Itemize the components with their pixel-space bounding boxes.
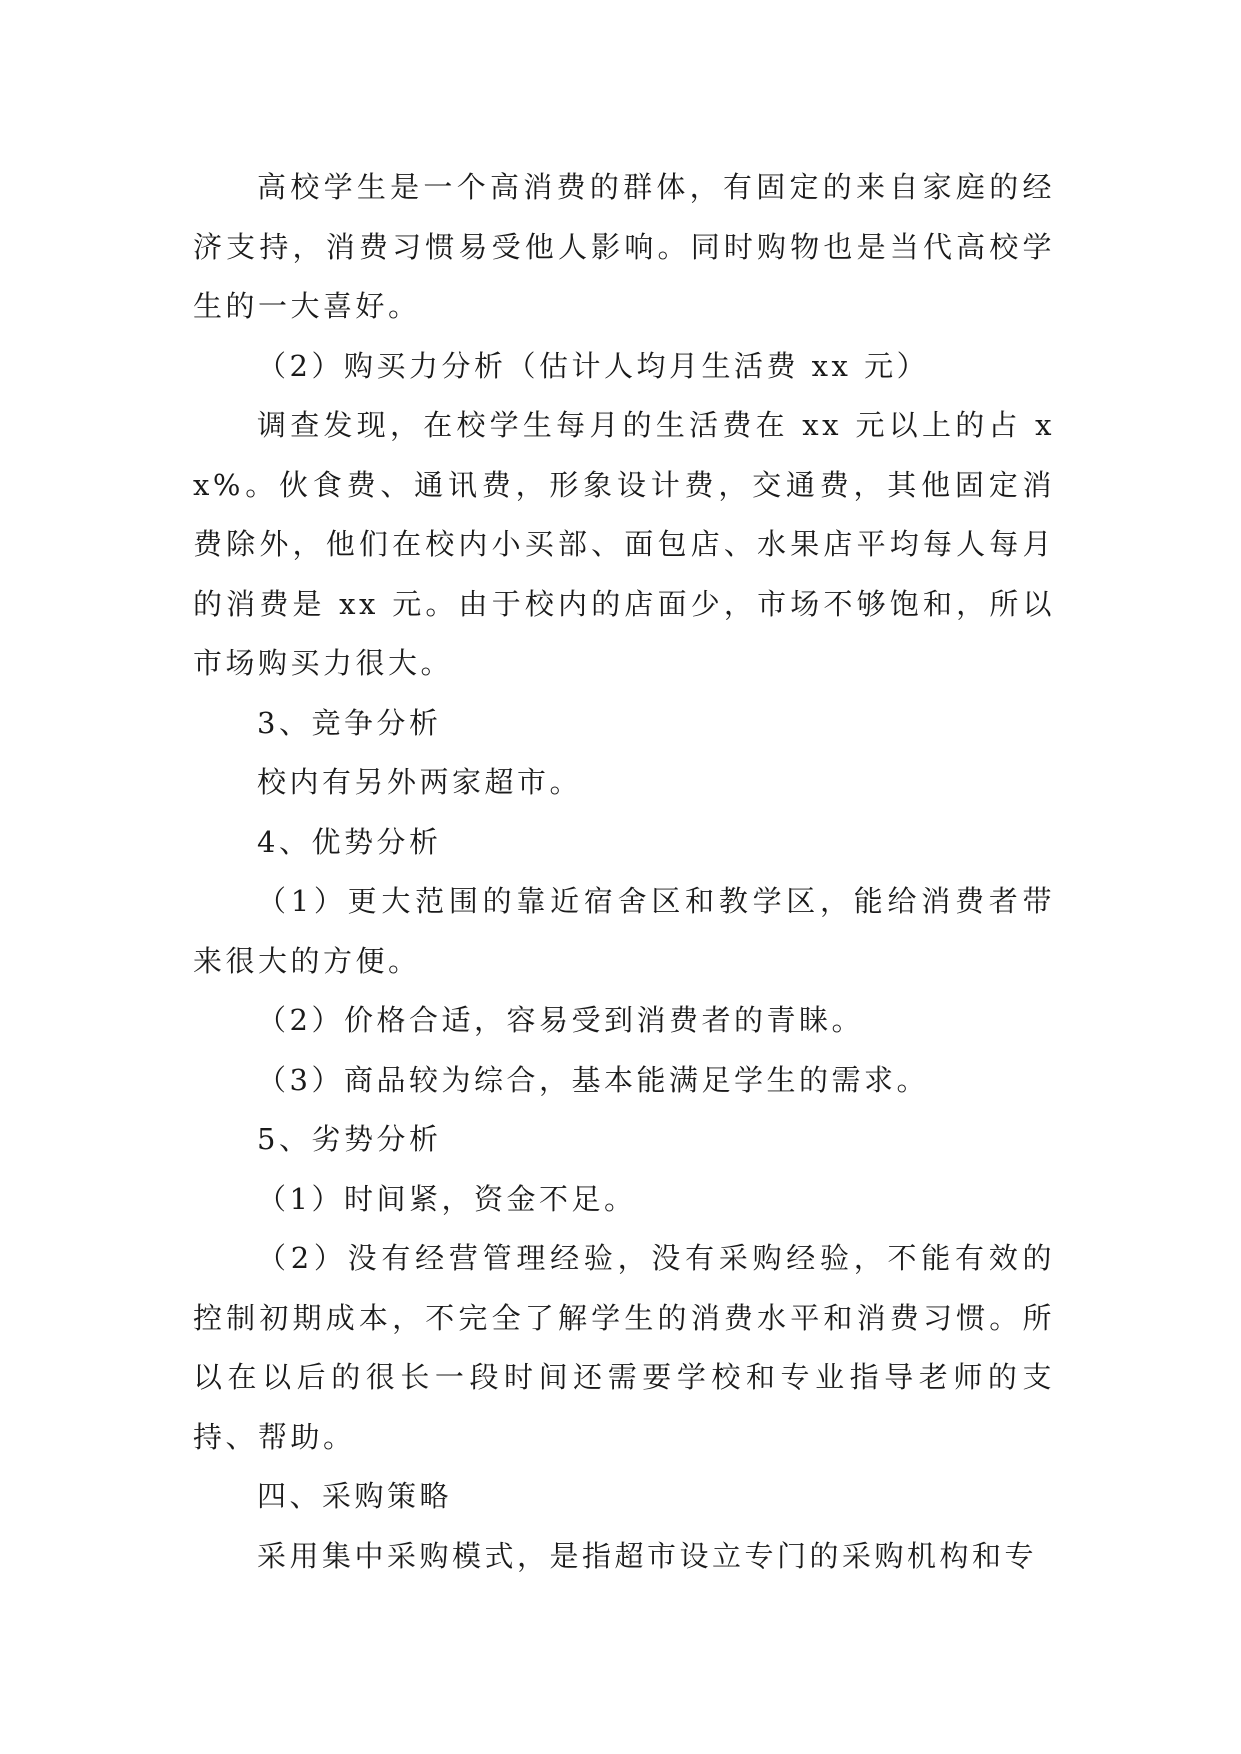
paragraph-advantage-3: （3）商品较为综合，基本能满足学生的需求。 <box>257 1062 929 1097</box>
paragraph-consumer-group: 高校学生是一个高消费的群体，有固定的来自家庭的经济支持，消费习惯易受他人影响。同时购物也是当代高校学生的一大喜好。 <box>193 170 1055 323</box>
paragraph-advantage-2: （2）价格合适，容易受到消费者的青睐。 <box>257 1003 864 1037</box>
paragraph-procurement-model: 采用集中采购模式，是指超市设立专门的采购机构和专 <box>257 1538 1038 1573</box>
heading-advantage-analysis: 4、优势分析 <box>257 824 442 859</box>
paragraph-advantage-1: （1）更大范围的靠近宿舍区和教学区，能给消费者带来很大的方便。 <box>193 884 1055 978</box>
paragraph-disadvantage-1: （1）时间紧，资金不足。 <box>257 1181 637 1216</box>
paragraph-purchasing-power-heading: （2）购买力分析（估计人均月生活费 xx 元） <box>257 348 930 383</box>
heading-procurement-strategy: 四、采购策略 <box>257 1479 453 1513</box>
paragraph-survey-findings: 调查发现，在校学生每月的生活费在 xx 元以上的占 xx%。伙食费、通讯费，形象设计费，交通费，其他固定消费除外，他们在校内小买部、面包店、水果店平均每人每月的消费是 xx 元。由于校内的店面少，市场不够饱和，所以市场购买力很大。 <box>193 408 1055 680</box>
heading-disadvantage-analysis: 5、劣势分析 <box>257 1122 442 1156</box>
paragraph-competitors: 校内有另外两家超市。 <box>257 765 583 799</box>
document-body <box>193 158 1055 1586</box>
heading-competition-analysis: 3、竞争分析 <box>257 705 442 740</box>
paragraph-disadvantage-2: （2）没有经营管理经验，没有采购经验，不能有效的控制初期成本，不完全了解学生的消费水平和消费习惯。所以在以后的很长一段时间还需要学校和专业指导老师的支持、帮助。 <box>193 1241 1055 1454</box>
